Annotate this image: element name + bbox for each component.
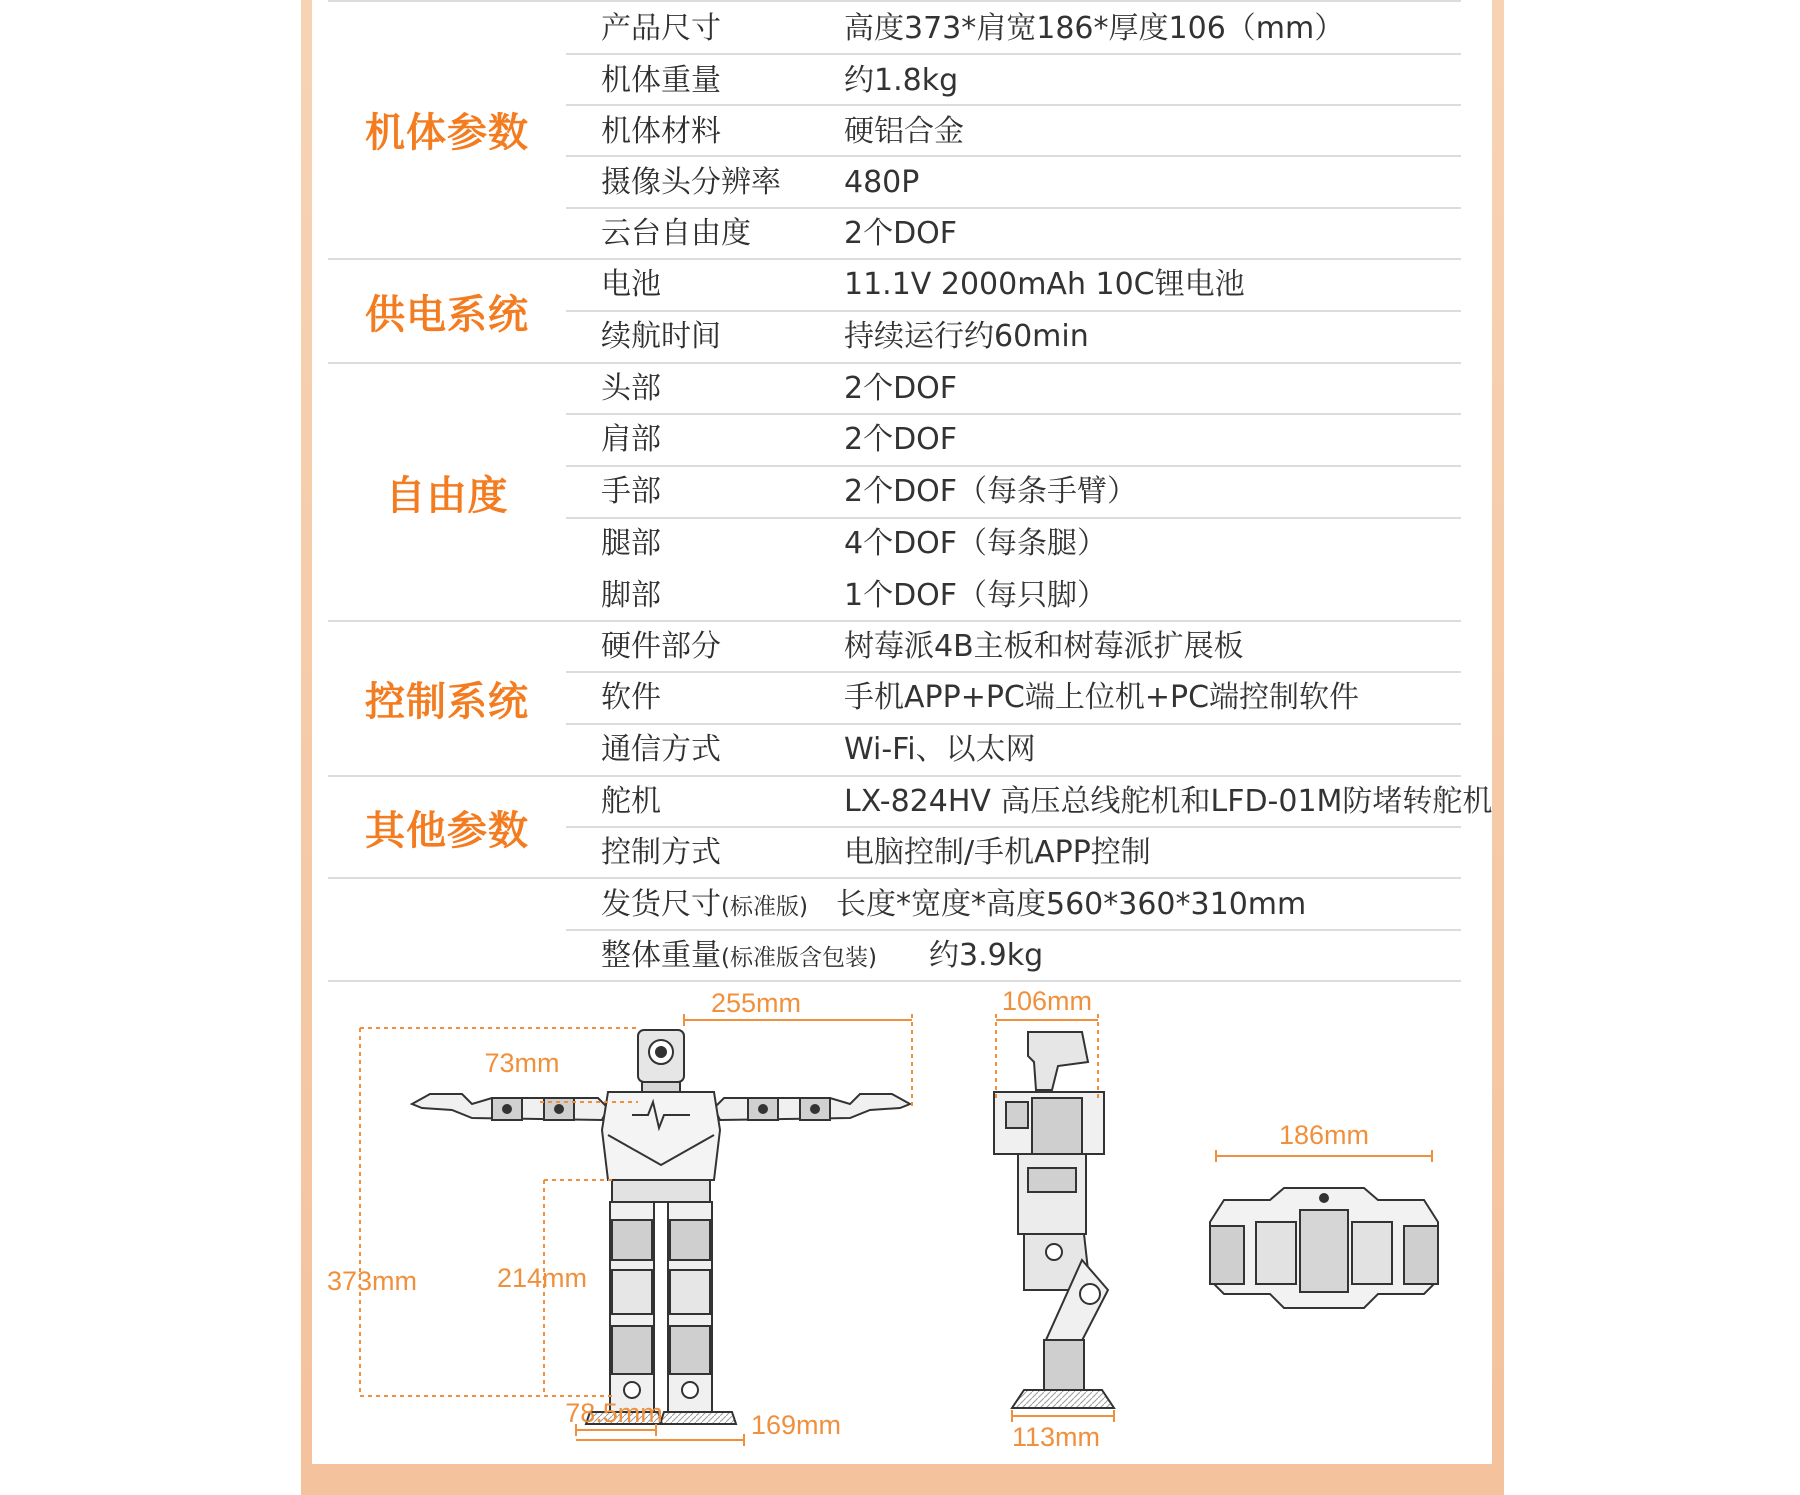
spec-value: 1个DOF（每只脚）: [844, 578, 1108, 613]
divider: [566, 929, 1461, 931]
spec-key: 发货尺寸(标准版): [601, 887, 808, 922]
spec-row: [566, 208, 1461, 259]
divider: [328, 620, 1461, 622]
front-view-robot: [412, 1030, 910, 1424]
spec-row: [566, 776, 1493, 827]
spec-value: Wi-Fi、以太网: [844, 732, 1036, 767]
spec-key: 摄像头分辨率: [601, 165, 781, 200]
dim-top-width: 186mm: [1278, 1120, 1370, 1150]
spec-value: 约3.9kg: [929, 938, 1044, 973]
spec-row: [566, 879, 1461, 930]
spec-row: [566, 311, 1461, 362]
spec-row: [566, 157, 1461, 208]
spec-key: 续航时间: [601, 319, 721, 354]
spec-row: [566, 621, 1461, 672]
spec-value: 电脑控制/手机APP控制: [844, 835, 1151, 870]
spec-value: 持续运行约60min: [844, 319, 1089, 354]
divider: [566, 826, 1461, 828]
spec-key: 整体重量(标准版含包装): [601, 938, 877, 973]
side-view-robot: [994, 1032, 1114, 1408]
spec-key: 舵机: [601, 784, 661, 819]
spec-key: 电池: [601, 267, 661, 302]
divider: [328, 980, 1461, 982]
spec-row: [566, 827, 1461, 878]
divider: [328, 258, 1461, 260]
spec-key: 机体重量: [601, 63, 721, 98]
spec-key: 手部: [601, 474, 661, 509]
divider: [566, 671, 1461, 673]
spec-key: 头部: [601, 371, 661, 406]
category-other: 其他参数: [365, 807, 529, 854]
spec-key: 通信方式: [601, 732, 721, 767]
spec-value: 2个DOF: [844, 422, 958, 457]
divider: [566, 723, 1461, 725]
spec-key: 硬件部分: [601, 629, 721, 664]
spec-key-note: (标准版含包装): [721, 945, 877, 971]
dim-leg-height: 214mm: [496, 1263, 588, 1293]
divider: [566, 465, 1461, 467]
spec-value: 手机APP+PC端上位机+PC端控制软件: [844, 680, 1360, 715]
spec-row: [566, 55, 1461, 106]
spec-row: [566, 518, 1461, 569]
dim-head-height: 73mm: [484, 1048, 560, 1078]
spec-key: 产品尺寸: [601, 11, 721, 46]
spec-table: [328, 0, 1493, 980]
divider: [566, 207, 1461, 209]
divider: [566, 413, 1461, 415]
dim-total-height: 373mm: [326, 1266, 418, 1296]
category-dof: 自由度: [385, 472, 509, 519]
spec-row: [566, 363, 1461, 414]
spec-value: 高度373*肩宽186*厚度106（mm）: [844, 11, 1345, 46]
dim-foot-span: 78.5mm: [565, 1398, 663, 1428]
spec-key: 腿部: [601, 526, 661, 561]
dim-shoulder-width: 255mm: [710, 990, 802, 1018]
category-body: 机体参数: [365, 110, 529, 156]
dim-stance-width: 169mm: [750, 1410, 842, 1440]
category-power: 供电系统: [365, 291, 529, 338]
spec-row: [566, 259, 1461, 310]
divider: [328, 877, 1461, 879]
spec-key: 肩部: [601, 422, 661, 457]
spec-row: [566, 570, 1461, 621]
spec-row: [566, 724, 1461, 775]
spec-value: 树莓派4B主板和树莓派扩展板: [844, 629, 1244, 664]
spec-value: 2个DOF: [844, 216, 958, 251]
divider: [566, 517, 1461, 519]
spec-value: 480P: [844, 165, 920, 200]
spec-key: 云台自由度: [601, 216, 751, 251]
spec-value: 11.1V 2000mAh 10C锂电池: [844, 267, 1245, 302]
divider: [566, 155, 1461, 157]
dim-side-foot: 113mm: [1011, 1422, 1101, 1452]
divider: [566, 104, 1461, 106]
spec-value: 2个DOF: [844, 371, 958, 406]
spec-value: 约1.8kg: [844, 63, 959, 98]
dim-side-depth: 106mm: [1001, 990, 1093, 1016]
spec-value: 长度*宽度*高度560*360*310mm: [836, 887, 1307, 922]
spec-row: [566, 106, 1461, 157]
spec-value: 4个DOF（每条腿）: [844, 526, 1108, 561]
spec-key-note: (标准版): [721, 894, 808, 920]
spec-row: [566, 672, 1461, 723]
divider: [566, 310, 1461, 312]
divider: [328, 775, 1461, 777]
spec-key: 机体材料: [601, 114, 721, 149]
robot-dimension-drawings: [312, 990, 1492, 1460]
spec-row: [566, 466, 1461, 517]
category-control: 控制系统: [365, 679, 529, 725]
spec-value: LX-824HV 高压总线舵机和LFD-01M防堵转舵机: [844, 784, 1493, 819]
spec-key: 控制方式: [601, 835, 721, 870]
spec-row: [566, 414, 1461, 465]
spec-value: 硬铝合金: [844, 114, 964, 149]
top-view-robot: [1210, 1188, 1438, 1308]
divider: [566, 53, 1461, 55]
divider: [328, 362, 1461, 364]
top-dimension-lines: [1216, 1150, 1432, 1162]
spec-row: [566, 930, 1461, 981]
spec-key: 脚部: [601, 578, 661, 613]
spec-value: 2个DOF（每条手臂）: [844, 474, 1138, 509]
spec-key: 软件: [601, 680, 661, 715]
spec-row: [566, 3, 1461, 54]
